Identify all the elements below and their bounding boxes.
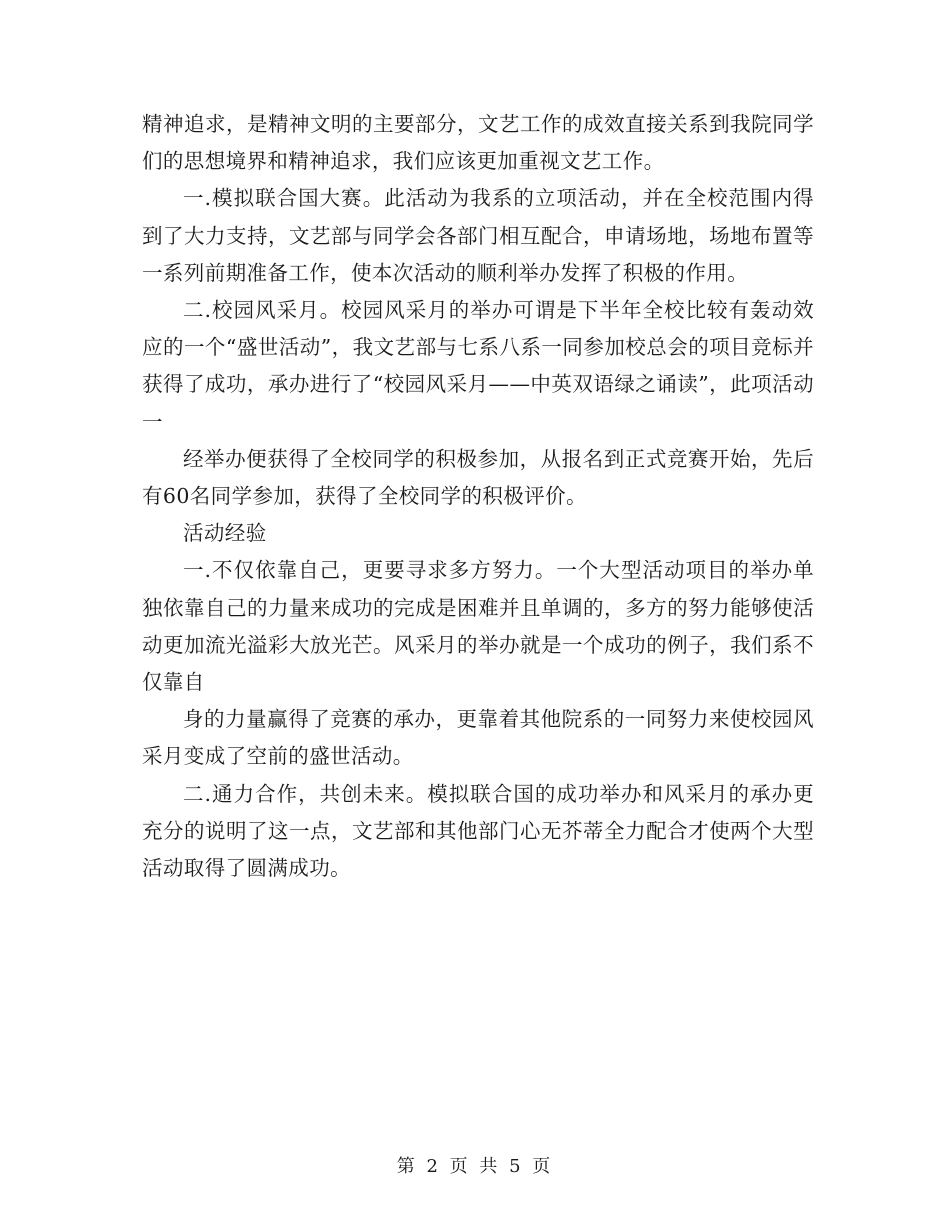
paragraph-1: 精神追求，是精神文明的主要部分，文艺工作的成效直接关系到我院同学们的思想境界和精神追求，我们应该更加重视文艺工作。 <box>142 112 814 174</box>
section-heading-experience: 活动经验 <box>183 521 267 546</box>
paragraph-2: 一.模拟联合国大赛。此活动为我系的立项活动，并在全校范围内得到了大力支持，文艺部与同学会各部门相互配合，申请场地，场地布置等一系列前期准备工作，使本次活动的顺利举办发挥了积极的作用。 <box>142 186 814 285</box>
paragraph-8: 二.通力合作，共创未来。模拟联合国的成功举办和风采月的承办更充分的说明了这一点，文艺部和其他部门心无芥蒂全力配合才使两个大型活动取得了圆满成功。 <box>142 781 814 881</box>
page-footer <box>0 1152 950 1178</box>
paragraph-6: 一.不仅依靠自己，更要寻求多方努力。一个大型活动项目的举办单独依靠自己的力量来成功的完成是困难并且单调的，多方的努力能够使活动更加流光溢彩大放光芒。风采月的举办就是一个成功的例子，我们系不仅靠自 <box>142 558 814 695</box>
paragraph-4: 经举办便获得了全校同学的积极参加，从报名到正式竞赛开始，先后有60名同学参加，获得了全校同学的积极评价。 <box>142 446 814 509</box>
paragraph-7: 身的力量赢得了竞赛的承办，更靠着其他院系的一同努力来使校园风采月变成了空前的盛世活动。 <box>142 707 814 769</box>
page-number: 第 2 页 共 5 页 <box>396 1156 554 1177</box>
paragraph-3: 二.校园风采月。校园风采月的举办可谓是下半年全校比较有轰动效应的一个“盛世活动”，我文艺部与七系八系一同参加校总会的项目竞标并获得了成功，承办进行了“校园风采月——中英双语绿之诵读”，此项活动一 <box>142 298 814 434</box>
document-body <box>142 106 814 887</box>
